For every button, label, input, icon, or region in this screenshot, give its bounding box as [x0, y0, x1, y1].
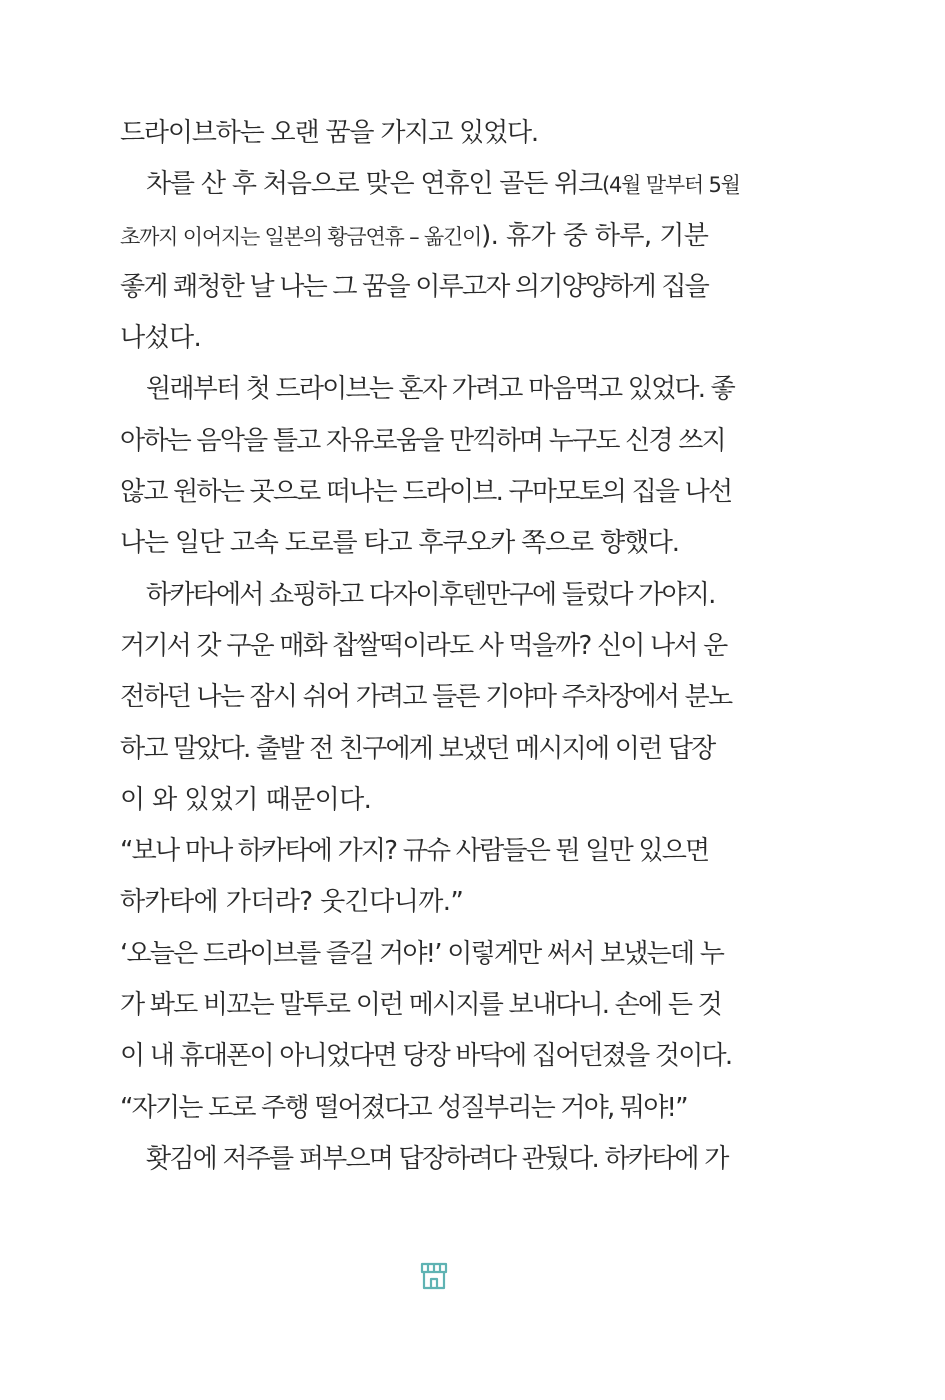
- text-line: 아하는 음악을 틀고 자유로움을 만끽하며 누구도 신경 쓰지: [120, 425, 725, 456]
- text-line: 하카타에 가더라? 웃긴다니까.”: [120, 887, 464, 918]
- text-line: 이 와 있었기 때문이다.: [120, 784, 372, 815]
- text-line: 이 내 휴대폰이 아니었다면 당장 바닥에 집어던졌을 것이다.: [120, 1041, 732, 1072]
- text-line: 좋게 쾌청한 날 나는 그 꿈을 이루고자 의기양양하게 집을: [120, 271, 708, 302]
- text-line: 가 봐도 비꼬는 말투로 이런 메시지를 보내다니. 손에 든 것: [120, 990, 721, 1021]
- text-line: 원래부터 첫 드라이브는 혼자 가려고 마음먹고 있었다. 좋: [146, 374, 734, 405]
- text-line: 드라이브하는 오랜 꿈을 가지고 있었다.: [120, 118, 538, 148]
- text-line: 않고 원하는 곳으로 떠나는 드라이브. 구마모토의 집을 나선: [120, 477, 732, 508]
- translator-note: (4월 말부터 5월: [602, 173, 740, 198]
- text-line: 나섰다.: [120, 323, 202, 354]
- text-line: ‘오늘은 드라이브를 즐길 거야!’ 이렇게만 써서 보냈는데 누: [120, 938, 724, 969]
- text-line: 전하던 나는 잠시 쉬어 가려고 들른 기야마 주차장에서 분노: [120, 682, 732, 713]
- bookstore-awning-logo-icon: [419, 1262, 449, 1290]
- translator-note: 초까지 이어지는 일본의 황금연휴 – 옮긴이: [120, 224, 482, 249]
- text-line: 거기서 갓 구운 매화 찹쌀떡이라도 사 먹을까? 신이 나서 운: [120, 630, 727, 661]
- text-line: 차를 산 후 처음으로 맞은 연휴인 골든 위크(4월 말부터 5월: [146, 169, 740, 200]
- text-line: 초까지 이어지는 일본의 황금연휴 – 옮긴이). 휴가 중 하루, 기분: [120, 220, 709, 251]
- body-text: [120, 108, 760, 1185]
- text-line: 홧김에 저주를 퍼부으며 답장하려다 관뒀다. 하카타에 가: [146, 1143, 728, 1174]
- text-line: “자기는 도로 주행 떨어졌다고 성질부리는 거야, 뭐야!”: [120, 1092, 687, 1123]
- text-line: 하고 말았다. 출발 전 친구에게 보냈던 메시지에 이런 답장: [120, 733, 715, 764]
- text-line: 나는 일단 고속 도로를 타고 후쿠오카 쪽으로 향했다.: [120, 528, 679, 559]
- text-line: 하카타에서 쇼핑하고 다자이후텐만구에 들렀다 가야지.: [146, 579, 715, 610]
- text-line: “보나 마나 하카타에 가지? 규슈 사람들은 뭔 일만 있으면: [120, 836, 709, 867]
